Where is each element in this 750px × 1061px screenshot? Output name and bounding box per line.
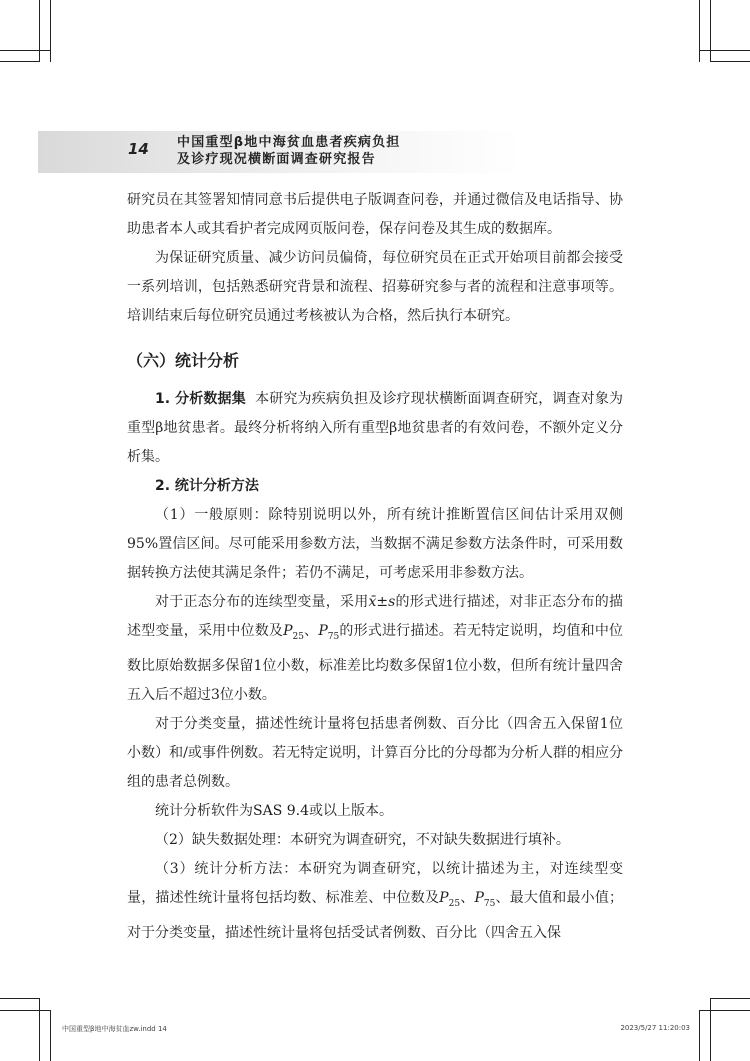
body-text bbox=[127, 186, 623, 948]
percentile-subscript: 25 bbox=[292, 631, 304, 642]
crop-mark bbox=[0, 61, 39, 62]
crop-mark bbox=[0, 50, 50, 51]
footer-file: 中国重型β地中海贫血zw.indd 14 bbox=[62, 1025, 167, 1033]
crop-mark bbox=[0, 1010, 50, 1011]
percentile-symbol: P bbox=[474, 889, 484, 906]
crop-mark bbox=[699, 0, 700, 62]
crop-mark bbox=[39, 0, 40, 62]
crop-mark bbox=[699, 50, 750, 51]
page-number: 14 bbox=[128, 140, 149, 158]
paragraph bbox=[127, 385, 623, 472]
text-run: 的形式进行描述，对非正态分布的描述型变量，采用中位数及 bbox=[127, 594, 624, 639]
crop-mark bbox=[710, 61, 750, 62]
crop-mark bbox=[710, 0, 711, 62]
crop-mark bbox=[50, 0, 51, 62]
crop-mark bbox=[710, 998, 711, 1061]
paragraph: 研究员在其签署知情同意书后提供电子版调查问卷，并通过微信及电话指导、协助患者本人或其看护者完成网页版问卷，保存问卷及其生成的数据库。 bbox=[127, 192, 623, 237]
book-title bbox=[177, 134, 401, 168]
text-run: 、最大值和最小值；对于分类变量，描述性统计量将包括受试者例数、百分比（四舍五入保 bbox=[127, 889, 624, 941]
text-run: （3）统计分析方法：本研究为调查研究，以统计描述为主，对连续型变量，描述性统计量将包括均数、标准差、中位数及 bbox=[127, 860, 623, 906]
book-title-line2: 及诊疗现况横断面调查研究报告 bbox=[177, 152, 376, 167]
paragraph-text: 本研究为疾病负担及诊疗现状横断面调查研究，调查对象为重型β地贫患者。最终分析将纳入所有重型β地贫患者的有效问卷，不额外定义分析集。 bbox=[127, 391, 623, 465]
crop-mark bbox=[50, 1010, 51, 1061]
paragraph bbox=[127, 855, 623, 948]
percentile-subscript: 75 bbox=[483, 898, 496, 909]
percentile-symbol: P bbox=[283, 623, 293, 639]
paragraph: 统计分析软件为SAS 9.4或以上版本。 bbox=[155, 802, 394, 819]
footer-timestamp: 2023/5/27 11:20:03 bbox=[620, 1024, 690, 1032]
crop-mark bbox=[710, 998, 750, 999]
subsection-label: 1. 分析数据集 bbox=[155, 391, 246, 407]
paragraph: 为保证研究质量、减少访问员偏倚，每位研究员在正式开始项目前都会接受一系列培训，包括熟悉研究背景和流程、招募研究参与者的流程和注意事项等。培训结束后每位研究员通过考核被认为合格，然后执行本研究。 bbox=[127, 250, 623, 324]
percentile-symbol: P bbox=[439, 889, 449, 906]
percentile-subscript: 25 bbox=[448, 898, 461, 909]
crop-mark bbox=[699, 1010, 700, 1061]
percentile-subscript: 75 bbox=[327, 631, 340, 642]
paragraph bbox=[127, 588, 623, 710]
running-head bbox=[38, 131, 710, 173]
subsection-heading: 2. 统计分析方法 bbox=[155, 478, 259, 494]
section-heading: （六）统计分析 bbox=[127, 351, 240, 370]
crop-mark bbox=[699, 1010, 750, 1011]
paragraph: （2）缺失数据处理：本研究为调查研究，不对缺失数据进行填补。 bbox=[155, 831, 570, 848]
text-run: 的形式进行描述。若无特定说明，均值和中位数比原始数据多保留1位小数，标准差比均数多保留1位小数，但所有统计量四舍五入后不超过3位小数。 bbox=[127, 623, 624, 703]
mean-sd-symbol: x̄±s bbox=[368, 594, 396, 610]
text-run: 、 bbox=[460, 889, 475, 906]
text-run: 对于正态分布的连续型变量，采用 bbox=[155, 594, 369, 610]
paragraph: （1）一般原则：除特别说明以外，所有统计推断置信区间估计采用双侧95%置信区间。尽可能采用参数方法，当数据不满足参数方法条件时，可采用数据转换方法使其满足条件；若仍不满足，可考虑采用非参数方法。 bbox=[127, 507, 623, 581]
paragraph: 对于分类变量，描述性统计量将包括患者例数、百分比（四舍五入保留1位小数）和/或事件例数。若无特定说明，计算百分比的分母都为分析人群的相应分组的患者总例数。 bbox=[127, 715, 623, 790]
crop-mark bbox=[0, 998, 39, 999]
percentile-symbol: P bbox=[318, 623, 328, 639]
crop-mark bbox=[39, 998, 40, 1061]
text-run: 、 bbox=[303, 623, 319, 639]
book-title-line1: 中国重型β地中海贫血患者疾病负担 bbox=[177, 135, 401, 150]
